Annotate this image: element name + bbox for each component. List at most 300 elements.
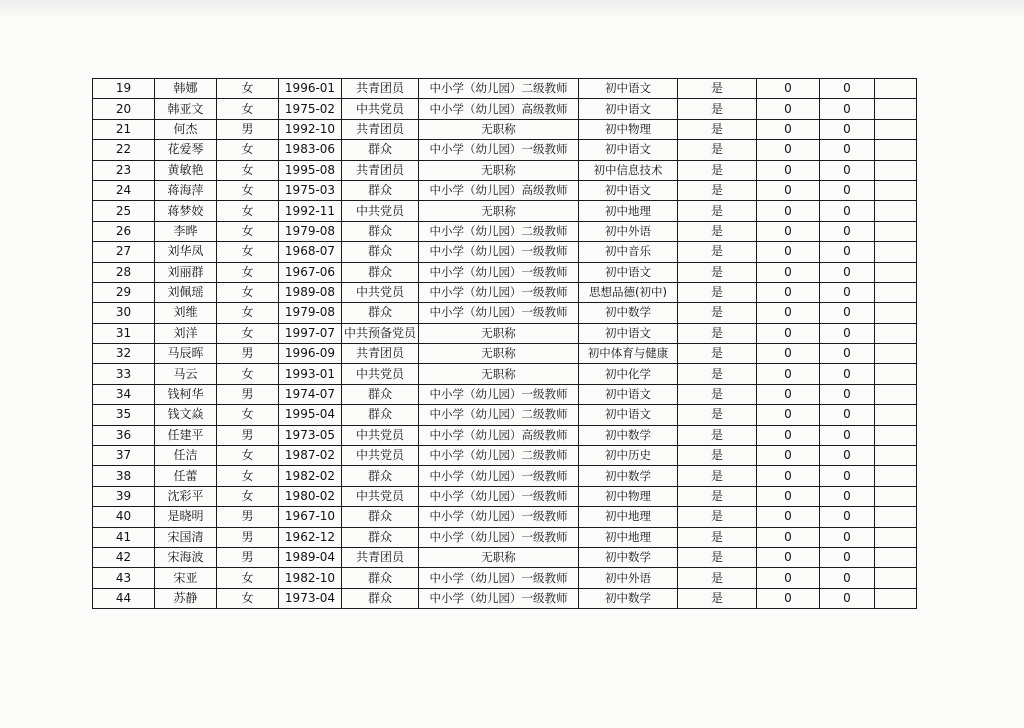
cell-value-1: 0 xyxy=(757,303,820,323)
cell-political-status: 中共党员 xyxy=(342,446,419,466)
cell-value-2: 0 xyxy=(820,364,875,384)
cell-name: 是晓明 xyxy=(155,507,217,527)
cell-subject: 初中地理 xyxy=(579,507,678,527)
table-row xyxy=(93,507,917,527)
cell-gender: 女 xyxy=(217,405,279,425)
table-row xyxy=(93,466,917,486)
cell-birth-date: 1980-02 xyxy=(279,486,342,506)
cell-birth-date: 1973-05 xyxy=(279,425,342,445)
cell-birth-date: 1995-04 xyxy=(279,405,342,425)
cell-subject: 初中音乐 xyxy=(579,242,678,262)
table-row xyxy=(93,221,917,241)
cell-professional-title: 中小学（幼儿园）一级教师 xyxy=(419,507,579,527)
cell-value-2: 0 xyxy=(820,242,875,262)
cell-birth-date: 1967-10 xyxy=(279,507,342,527)
cell-empty xyxy=(875,242,917,262)
cell-birth-date: 1968-07 xyxy=(279,242,342,262)
cell-gender: 女 xyxy=(217,323,279,343)
teacher-roster-table xyxy=(92,78,917,609)
cell-birth-date: 1989-04 xyxy=(279,547,342,567)
cell-value-1: 0 xyxy=(757,507,820,527)
cell-birth-date: 1973-04 xyxy=(279,588,342,608)
cell-number: 41 xyxy=(93,527,155,547)
cell-name: 何杰 xyxy=(155,119,217,139)
cell-number: 19 xyxy=(93,79,155,99)
cell-name: 刘维 xyxy=(155,303,217,323)
cell-flag: 是 xyxy=(678,180,757,200)
cell-professional-title: 中小学（幼儿园）一级教师 xyxy=(419,140,579,160)
table-row xyxy=(93,99,917,119)
cell-professional-title: 无职称 xyxy=(419,323,579,343)
cell-birth-date: 1975-03 xyxy=(279,180,342,200)
cell-gender: 男 xyxy=(217,507,279,527)
cell-birth-date: 1979-08 xyxy=(279,303,342,323)
cell-number: 39 xyxy=(93,486,155,506)
table-row xyxy=(93,568,917,588)
cell-empty xyxy=(875,486,917,506)
cell-empty xyxy=(875,99,917,119)
cell-value-1: 0 xyxy=(757,160,820,180)
cell-professional-title: 中小学（幼儿园）二级教师 xyxy=(419,405,579,425)
cell-birth-date: 1982-10 xyxy=(279,568,342,588)
cell-subject: 初中数学 xyxy=(579,303,678,323)
cell-value-1: 0 xyxy=(757,527,820,547)
cell-flag: 是 xyxy=(678,119,757,139)
cell-value-1: 0 xyxy=(757,486,820,506)
cell-value-1: 0 xyxy=(757,79,820,99)
cell-value-1: 0 xyxy=(757,201,820,221)
cell-subject: 初中地理 xyxy=(579,527,678,547)
cell-professional-title: 中小学（幼儿园）一级教师 xyxy=(419,242,579,262)
cell-gender: 男 xyxy=(217,119,279,139)
table-row xyxy=(93,344,917,364)
cell-empty xyxy=(875,282,917,302)
table-row xyxy=(93,588,917,608)
cell-flag: 是 xyxy=(678,221,757,241)
cell-name: 黄敏艳 xyxy=(155,160,217,180)
cell-professional-title: 中小学（幼儿园）一级教师 xyxy=(419,466,579,486)
cell-gender: 女 xyxy=(217,160,279,180)
cell-flag: 是 xyxy=(678,282,757,302)
cell-political-status: 群众 xyxy=(342,568,419,588)
cell-political-status: 群众 xyxy=(342,221,419,241)
cell-subject: 初中化学 xyxy=(579,364,678,384)
cell-gender: 女 xyxy=(217,588,279,608)
cell-political-status: 共青团员 xyxy=(342,160,419,180)
cell-subject: 思想品德(初中) xyxy=(579,282,678,302)
cell-flag: 是 xyxy=(678,425,757,445)
table-row xyxy=(93,140,917,160)
table-row xyxy=(93,242,917,262)
cell-value-2: 0 xyxy=(820,79,875,99)
cell-political-status: 中共党员 xyxy=(342,282,419,302)
table-row xyxy=(93,425,917,445)
cell-birth-date: 1997-07 xyxy=(279,323,342,343)
cell-gender: 男 xyxy=(217,344,279,364)
cell-empty xyxy=(875,262,917,282)
cell-birth-date: 1989-08 xyxy=(279,282,342,302)
cell-subject: 初中语文 xyxy=(579,79,678,99)
cell-subject: 初中外语 xyxy=(579,221,678,241)
cell-subject: 初中语文 xyxy=(579,180,678,200)
cell-empty xyxy=(875,384,917,404)
cell-value-1: 0 xyxy=(757,425,820,445)
cell-value-1: 0 xyxy=(757,221,820,241)
cell-professional-title: 中小学（幼儿园）高级教师 xyxy=(419,180,579,200)
cell-gender: 男 xyxy=(217,384,279,404)
cell-value-1: 0 xyxy=(757,364,820,384)
cell-subject: 初中数学 xyxy=(579,425,678,445)
cell-value-2: 0 xyxy=(820,466,875,486)
cell-political-status: 群众 xyxy=(342,405,419,425)
cell-number: 30 xyxy=(93,303,155,323)
cell-birth-date: 1962-12 xyxy=(279,527,342,547)
cell-professional-title: 无职称 xyxy=(419,160,579,180)
cell-value-1: 0 xyxy=(757,262,820,282)
cell-empty xyxy=(875,119,917,139)
cell-subject: 初中语文 xyxy=(579,384,678,404)
cell-name: 刘丽群 xyxy=(155,262,217,282)
cell-name: 任蕾 xyxy=(155,466,217,486)
cell-political-status: 群众 xyxy=(342,262,419,282)
cell-value-2: 0 xyxy=(820,323,875,343)
cell-name: 蒋海萍 xyxy=(155,180,217,200)
cell-empty xyxy=(875,547,917,567)
cell-name: 宋海波 xyxy=(155,547,217,567)
cell-gender: 女 xyxy=(217,486,279,506)
cell-flag: 是 xyxy=(678,547,757,567)
cell-flag: 是 xyxy=(678,568,757,588)
cell-number: 29 xyxy=(93,282,155,302)
cell-name: 马辰晖 xyxy=(155,344,217,364)
cell-flag: 是 xyxy=(678,242,757,262)
cell-value-1: 0 xyxy=(757,568,820,588)
cell-value-1: 0 xyxy=(757,466,820,486)
cell-value-1: 0 xyxy=(757,405,820,425)
cell-value-2: 0 xyxy=(820,588,875,608)
cell-value-2: 0 xyxy=(820,180,875,200)
cell-value-2: 0 xyxy=(820,344,875,364)
cell-flag: 是 xyxy=(678,160,757,180)
cell-flag: 是 xyxy=(678,201,757,221)
cell-subject: 初中语文 xyxy=(579,323,678,343)
cell-flag: 是 xyxy=(678,344,757,364)
cell-flag: 是 xyxy=(678,405,757,425)
cell-birth-date: 1995-08 xyxy=(279,160,342,180)
cell-subject: 初中外语 xyxy=(579,568,678,588)
cell-name: 刘洋 xyxy=(155,323,217,343)
cell-number: 36 xyxy=(93,425,155,445)
cell-political-status: 群众 xyxy=(342,466,419,486)
table-row xyxy=(93,262,917,282)
cell-birth-date: 1987-02 xyxy=(279,446,342,466)
cell-birth-date: 1992-10 xyxy=(279,119,342,139)
table-row xyxy=(93,79,917,99)
cell-gender: 女 xyxy=(217,99,279,119)
table-row xyxy=(93,547,917,567)
cell-gender: 女 xyxy=(217,446,279,466)
cell-birth-date: 1996-09 xyxy=(279,344,342,364)
cell-number: 25 xyxy=(93,201,155,221)
table-row xyxy=(93,119,917,139)
cell-empty xyxy=(875,425,917,445)
cell-value-1: 0 xyxy=(757,588,820,608)
cell-empty xyxy=(875,180,917,200)
cell-empty xyxy=(875,140,917,160)
cell-gender: 女 xyxy=(217,79,279,99)
table-row xyxy=(93,446,917,466)
cell-value-2: 0 xyxy=(820,446,875,466)
cell-empty xyxy=(875,446,917,466)
table-row xyxy=(93,201,917,221)
cell-name: 蒋梦姣 xyxy=(155,201,217,221)
cell-value-2: 0 xyxy=(820,547,875,567)
cell-professional-title: 中小学（幼儿园）一级教师 xyxy=(419,282,579,302)
cell-empty xyxy=(875,160,917,180)
cell-subject: 初中数学 xyxy=(579,588,678,608)
cell-subject: 初中语文 xyxy=(579,140,678,160)
table-row xyxy=(93,405,917,425)
cell-flag: 是 xyxy=(678,507,757,527)
cell-name: 苏静 xyxy=(155,588,217,608)
cell-value-2: 0 xyxy=(820,140,875,160)
cell-professional-title: 无职称 xyxy=(419,201,579,221)
cell-name: 任建平 xyxy=(155,425,217,445)
cell-number: 21 xyxy=(93,119,155,139)
cell-value-1: 0 xyxy=(757,323,820,343)
cell-birth-date: 1996-01 xyxy=(279,79,342,99)
cell-number: 34 xyxy=(93,384,155,404)
cell-value-1: 0 xyxy=(757,180,820,200)
cell-name: 韩娜 xyxy=(155,79,217,99)
cell-political-status: 群众 xyxy=(342,507,419,527)
cell-name: 宋国清 xyxy=(155,527,217,547)
cell-number: 24 xyxy=(93,180,155,200)
cell-gender: 女 xyxy=(217,221,279,241)
cell-name: 花爱琴 xyxy=(155,140,217,160)
cell-empty xyxy=(875,221,917,241)
cell-name: 任洁 xyxy=(155,446,217,466)
table-row xyxy=(93,282,917,302)
cell-gender: 女 xyxy=(217,568,279,588)
cell-number: 22 xyxy=(93,140,155,160)
cell-number: 35 xyxy=(93,405,155,425)
cell-empty xyxy=(875,466,917,486)
cell-professional-title: 中小学（幼儿园）一级教师 xyxy=(419,527,579,547)
cell-value-2: 0 xyxy=(820,527,875,547)
cell-gender: 男 xyxy=(217,547,279,567)
table-body xyxy=(93,79,917,609)
cell-flag: 是 xyxy=(678,446,757,466)
cell-birth-date: 1967-06 xyxy=(279,262,342,282)
cell-value-2: 0 xyxy=(820,425,875,445)
cell-gender: 女 xyxy=(217,242,279,262)
cell-professional-title: 中小学（幼儿园）一级教师 xyxy=(419,486,579,506)
cell-professional-title: 无职称 xyxy=(419,364,579,384)
cell-political-status: 群众 xyxy=(342,384,419,404)
cell-empty xyxy=(875,323,917,343)
cell-political-status: 共青团员 xyxy=(342,119,419,139)
cell-value-1: 0 xyxy=(757,119,820,139)
cell-subject: 初中数学 xyxy=(579,547,678,567)
cell-value-2: 0 xyxy=(820,160,875,180)
cell-gender: 女 xyxy=(217,303,279,323)
cell-gender: 女 xyxy=(217,180,279,200)
cell-number: 38 xyxy=(93,466,155,486)
cell-empty xyxy=(875,364,917,384)
cell-birth-date: 1979-08 xyxy=(279,221,342,241)
cell-professional-title: 中小学（幼儿园）二级教师 xyxy=(419,79,579,99)
cell-political-status: 共青团员 xyxy=(342,79,419,99)
cell-gender: 女 xyxy=(217,364,279,384)
cell-flag: 是 xyxy=(678,303,757,323)
cell-number: 37 xyxy=(93,446,155,466)
cell-subject: 初中地理 xyxy=(579,201,678,221)
table-row xyxy=(93,323,917,343)
cell-political-status: 共青团员 xyxy=(342,547,419,567)
cell-value-1: 0 xyxy=(757,282,820,302)
cell-political-status: 中共党员 xyxy=(342,486,419,506)
cell-gender: 女 xyxy=(217,201,279,221)
cell-political-status: 中共党员 xyxy=(342,425,419,445)
table-row xyxy=(93,180,917,200)
cell-subject: 初中物理 xyxy=(579,486,678,506)
cell-political-status: 中共预备党员 xyxy=(342,323,419,343)
cell-professional-title: 中小学（幼儿园）二级教师 xyxy=(419,221,579,241)
table-row xyxy=(93,527,917,547)
cell-political-status: 群众 xyxy=(342,588,419,608)
cell-number: 28 xyxy=(93,262,155,282)
cell-value-2: 0 xyxy=(820,507,875,527)
cell-flag: 是 xyxy=(678,140,757,160)
cell-empty xyxy=(875,527,917,547)
cell-subject: 初中历史 xyxy=(579,446,678,466)
cell-number: 31 xyxy=(93,323,155,343)
cell-subject: 初中语文 xyxy=(579,262,678,282)
cell-flag: 是 xyxy=(678,99,757,119)
table-row xyxy=(93,384,917,404)
cell-empty xyxy=(875,303,917,323)
cell-flag: 是 xyxy=(678,527,757,547)
cell-political-status: 群众 xyxy=(342,180,419,200)
cell-name: 韩亚文 xyxy=(155,99,217,119)
cell-value-2: 0 xyxy=(820,221,875,241)
cell-flag: 是 xyxy=(678,323,757,343)
cell-value-2: 0 xyxy=(820,201,875,221)
cell-professional-title: 中小学（幼儿园）一级教师 xyxy=(419,384,579,404)
cell-birth-date: 1982-02 xyxy=(279,466,342,486)
cell-professional-title: 中小学（幼儿园）一级教师 xyxy=(419,262,579,282)
cell-political-status: 群众 xyxy=(342,527,419,547)
table-row xyxy=(93,160,917,180)
cell-value-2: 0 xyxy=(820,405,875,425)
cell-value-2: 0 xyxy=(820,282,875,302)
cell-political-status: 群众 xyxy=(342,303,419,323)
cell-professional-title: 无职称 xyxy=(419,119,579,139)
cell-birth-date: 1993-01 xyxy=(279,364,342,384)
cell-gender: 女 xyxy=(217,282,279,302)
cell-subject: 初中语文 xyxy=(579,405,678,425)
cell-value-1: 0 xyxy=(757,140,820,160)
cell-political-status: 中共党员 xyxy=(342,364,419,384)
cell-name: 钱柯华 xyxy=(155,384,217,404)
cell-value-2: 0 xyxy=(820,262,875,282)
cell-political-status: 中共党员 xyxy=(342,99,419,119)
cell-name: 李晔 xyxy=(155,221,217,241)
cell-subject: 初中数学 xyxy=(579,466,678,486)
cell-number: 43 xyxy=(93,568,155,588)
cell-name: 马云 xyxy=(155,364,217,384)
cell-professional-title: 中小学（幼儿园）高级教师 xyxy=(419,425,579,445)
cell-subject: 初中语文 xyxy=(579,99,678,119)
cell-professional-title: 中小学（幼儿园）一级教师 xyxy=(419,588,579,608)
cell-value-1: 0 xyxy=(757,99,820,119)
cell-political-status: 群众 xyxy=(342,242,419,262)
cell-value-2: 0 xyxy=(820,303,875,323)
cell-empty xyxy=(875,344,917,364)
cell-value-2: 0 xyxy=(820,119,875,139)
cell-name: 刘佩瑶 xyxy=(155,282,217,302)
cell-birth-date: 1992-11 xyxy=(279,201,342,221)
cell-political-status: 中共党员 xyxy=(342,201,419,221)
cell-value-1: 0 xyxy=(757,547,820,567)
cell-political-status: 共青团员 xyxy=(342,344,419,364)
cell-number: 32 xyxy=(93,344,155,364)
cell-professional-title: 无职称 xyxy=(419,547,579,567)
cell-birth-date: 1975-02 xyxy=(279,99,342,119)
cell-subject: 初中体育与健康 xyxy=(579,344,678,364)
cell-number: 42 xyxy=(93,547,155,567)
cell-flag: 是 xyxy=(678,262,757,282)
cell-number: 33 xyxy=(93,364,155,384)
cell-flag: 是 xyxy=(678,486,757,506)
cell-flag: 是 xyxy=(678,466,757,486)
cell-number: 20 xyxy=(93,99,155,119)
cell-political-status: 群众 xyxy=(342,140,419,160)
table-row xyxy=(93,364,917,384)
cell-value-2: 0 xyxy=(820,486,875,506)
cell-professional-title: 中小学（幼儿园）一级教师 xyxy=(419,568,579,588)
cell-flag: 是 xyxy=(678,364,757,384)
cell-gender: 女 xyxy=(217,466,279,486)
table-row xyxy=(93,303,917,323)
cell-value-1: 0 xyxy=(757,384,820,404)
cell-name: 刘华凤 xyxy=(155,242,217,262)
cell-empty xyxy=(875,507,917,527)
cell-empty xyxy=(875,405,917,425)
cell-subject: 初中物理 xyxy=(579,119,678,139)
cell-number: 23 xyxy=(93,160,155,180)
cell-value-1: 0 xyxy=(757,344,820,364)
cell-value-1: 0 xyxy=(757,446,820,466)
cell-empty xyxy=(875,588,917,608)
cell-flag: 是 xyxy=(678,384,757,404)
cell-professional-title: 中小学（幼儿园）高级教师 xyxy=(419,99,579,119)
cell-gender: 女 xyxy=(217,262,279,282)
cell-value-2: 0 xyxy=(820,568,875,588)
cell-empty xyxy=(875,201,917,221)
table-row xyxy=(93,486,917,506)
cell-gender: 男 xyxy=(217,425,279,445)
cell-gender: 男 xyxy=(217,527,279,547)
cell-value-1: 0 xyxy=(757,242,820,262)
cell-professional-title: 中小学（幼儿园）二级教师 xyxy=(419,446,579,466)
cell-flag: 是 xyxy=(678,79,757,99)
cell-empty xyxy=(875,568,917,588)
cell-professional-title: 中小学（幼儿园）一级教师 xyxy=(419,303,579,323)
cell-number: 26 xyxy=(93,221,155,241)
cell-gender: 女 xyxy=(217,140,279,160)
